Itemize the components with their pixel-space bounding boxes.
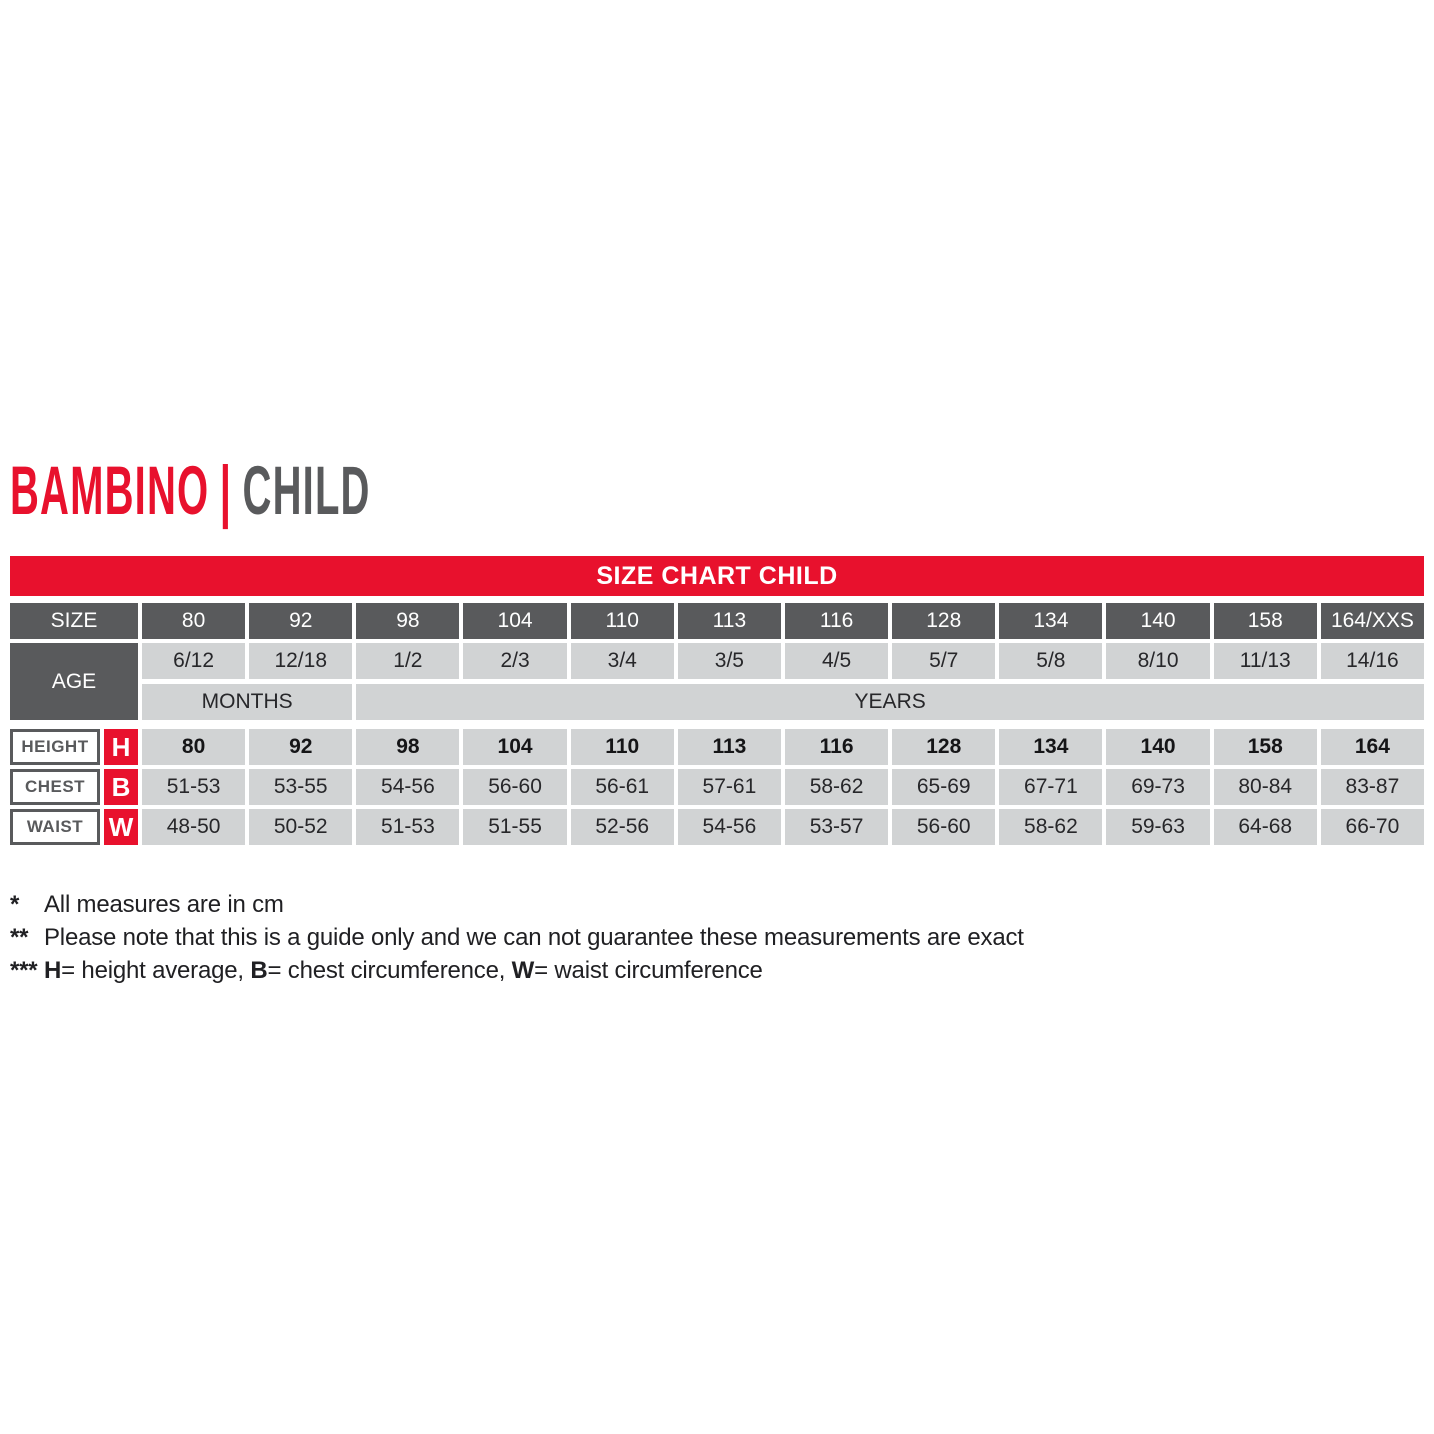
waist-cell: 51-53	[356, 809, 459, 845]
legend-letter: B	[250, 957, 268, 984]
height-cell: 164	[1321, 729, 1424, 765]
height-cell: 158	[1214, 729, 1317, 765]
height-row-label: HEIGHT	[10, 729, 100, 765]
legend-text: = height average,	[61, 957, 251, 984]
waist-cell: 50-52	[249, 809, 352, 845]
chest-cell: 57-61	[678, 769, 781, 805]
height-cell: 80	[142, 729, 245, 765]
height-cell: 98	[356, 729, 459, 765]
page-title	[10, 452, 371, 529]
age-cell: 2/3	[463, 643, 566, 679]
footnotes	[10, 888, 1310, 987]
size-cell: 134	[999, 603, 1102, 639]
footnote-legend	[10, 954, 1310, 987]
height-cell: 92	[249, 729, 352, 765]
years-span-cell: YEARS	[356, 684, 1424, 720]
waist-cell: 51-55	[463, 809, 566, 845]
footnote-marker: **	[10, 924, 29, 951]
waist-cell: 58-62	[999, 809, 1102, 845]
size-cell: 92	[249, 603, 352, 639]
legend-letter: H	[44, 957, 62, 984]
age-cell: 8/10	[1106, 643, 1209, 679]
size-cell: 140	[1106, 603, 1209, 639]
legend-text: = waist circumference	[534, 957, 763, 984]
chest-cell: 65-69	[892, 769, 995, 805]
legend-text: = chest circumference,	[267, 957, 512, 984]
size-cell: 164/XXS	[1321, 603, 1424, 639]
waist-cell: 48-50	[142, 809, 245, 845]
title-primary: BAMBINO	[10, 452, 210, 529]
waist-row-label: WAIST	[10, 809, 100, 845]
age-cell: 4/5	[785, 643, 888, 679]
age-row-label: AGE	[10, 643, 138, 720]
age-cell: 1/2	[356, 643, 459, 679]
height-cell: 134	[999, 729, 1102, 765]
size-cell: 110	[571, 603, 674, 639]
chest-cell: 69-73	[1106, 769, 1209, 805]
age-cell: 6/12	[142, 643, 245, 679]
measurements-section	[10, 729, 1424, 845]
waist-cell: 56-60	[892, 809, 995, 845]
chest-cell: 53-55	[249, 769, 352, 805]
chest-cell: 80-84	[1214, 769, 1317, 805]
footnote-guide	[10, 921, 1310, 954]
footnote-measures	[10, 888, 1310, 921]
chest-row-label: CHEST	[10, 769, 100, 805]
size-cell: 80	[142, 603, 245, 639]
height-cell: 113	[678, 729, 781, 765]
chest-letter-badge: B	[104, 769, 138, 805]
size-cell: 104	[463, 603, 566, 639]
waist-cell: 52-56	[571, 809, 674, 845]
size-cell: 116	[785, 603, 888, 639]
footnote-text: All measures are in cm	[44, 891, 284, 918]
title-separator-bar: |	[219, 452, 233, 529]
height-cell: 104	[463, 729, 566, 765]
height-cell: 140	[1106, 729, 1209, 765]
age-cell: 14/16	[1321, 643, 1424, 679]
size-chart-banner: SIZE CHART CHILD	[10, 556, 1424, 596]
title-secondary: CHILD	[242, 452, 371, 529]
age-cell: 5/7	[892, 643, 995, 679]
chest-cell: 54-56	[356, 769, 459, 805]
height-cell: 116	[785, 729, 888, 765]
chest-cell: 56-60	[463, 769, 566, 805]
size-cell: 158	[1214, 603, 1317, 639]
age-cell: 5/8	[999, 643, 1102, 679]
age-section	[10, 643, 1424, 720]
chest-cell: 51-53	[142, 769, 245, 805]
waist-cell: 54-56	[678, 809, 781, 845]
age-cell: 12/18	[249, 643, 352, 679]
waist-letter-badge: W	[104, 809, 138, 845]
waist-cell: 64-68	[1214, 809, 1317, 845]
size-cell: 128	[892, 603, 995, 639]
chest-cell: 56-61	[571, 769, 674, 805]
size-row-label: SIZE	[10, 603, 138, 639]
chest-cell: 83-87	[1321, 769, 1424, 805]
months-span-cell: MONTHS	[142, 684, 352, 720]
size-cell: 113	[678, 603, 781, 639]
waist-cell: 53-57	[785, 809, 888, 845]
chest-cell: 67-71	[999, 769, 1102, 805]
size-cell: 98	[356, 603, 459, 639]
footnote-marker: ***	[10, 957, 38, 984]
footnote-text: Please note that this is a guide only and we can not guarantee these measurements are exact	[44, 924, 1024, 951]
age-cell: 3/5	[678, 643, 781, 679]
footnote-marker: *	[10, 891, 20, 918]
footnote-legend-text	[44, 954, 1310, 987]
age-cell: 11/13	[1214, 643, 1317, 679]
waist-cell: 59-63	[1106, 809, 1209, 845]
height-cell: 110	[571, 729, 674, 765]
waist-cell: 66-70	[1321, 809, 1424, 845]
age-cell: 3/4	[571, 643, 674, 679]
chest-cell: 58-62	[785, 769, 888, 805]
height-cell: 128	[892, 729, 995, 765]
height-letter-badge: H	[104, 729, 138, 765]
legend-letter: W	[511, 957, 535, 984]
size-header-row	[10, 603, 1424, 639]
